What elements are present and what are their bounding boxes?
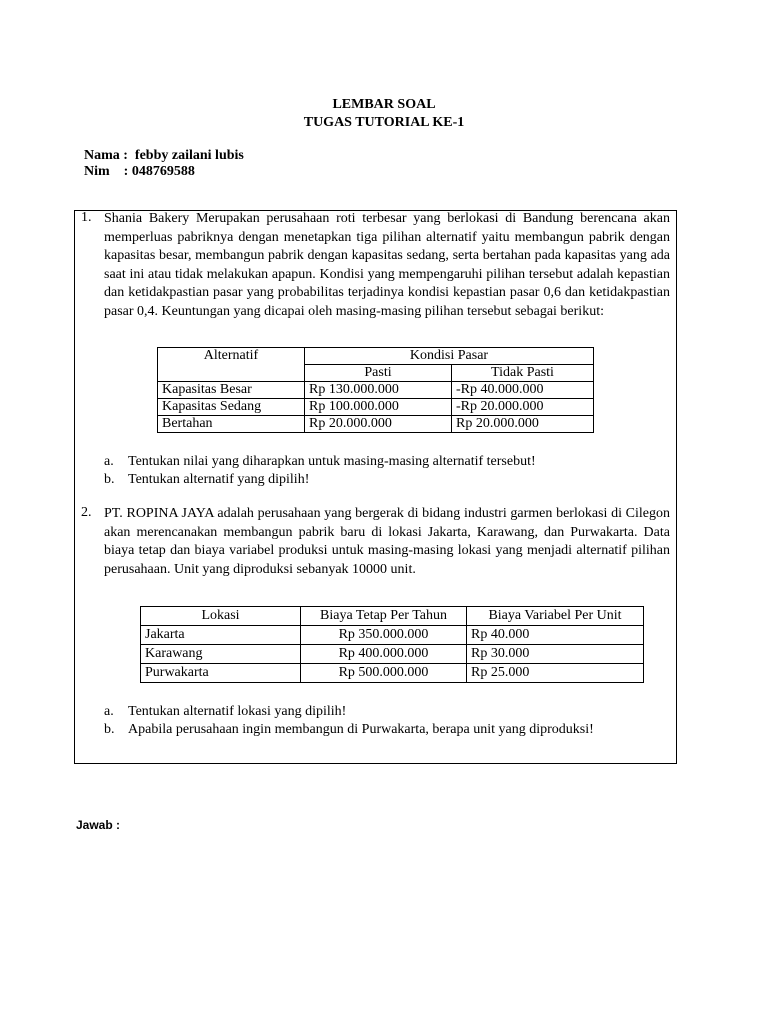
question-1a	[104, 453, 536, 471]
question-1b-label: b.	[104, 472, 115, 487]
question-1a-label: a.	[104, 454, 114, 469]
th-biaya-variabel: Biaya Variabel Per Unit	[467, 607, 644, 626]
cell-lokasi: Jakarta	[141, 626, 301, 645]
question-1-text: Shania Bakery Merupakan perusahaan roti terbesar yang berlokasi di Bandung berencana akan memperluas pabriknya dengan menetapkan tiga pilihan alternatif yaitu membangun pabrik dengan kapasitas besar, membangun pabrik dengan kapasitas sedang, serta bertahan pada kapasitas yang ada saat ini atau tidak melakukan apapun. Kondisi yang mempengaruhi pilihan tersebut adalah kepastian dan ketidakpastian pasar yang probabilitas terjadinya kondisi kepastian pasar 0,6 dan ketidakpastian pasar 0,4. Keuntungan yang dicapai oleh masing-masing pilihan tersebut sebagai berikut:	[104, 211, 670, 319]
student-name: Nama : febby zailani lubis	[84, 148, 244, 163]
th-alternatif: Alternatif	[158, 348, 305, 382]
question-2a-label: a.	[104, 704, 114, 719]
question-2b-label: b.	[104, 722, 115, 737]
table-lokasi	[140, 606, 644, 683]
th-tidak-pasti: Tidak Pasti	[452, 365, 594, 382]
question-1b-text: Tentukan alternatif yang dipilih!	[128, 472, 310, 487]
table-row	[141, 645, 644, 664]
question-1b	[104, 471, 309, 489]
table-row	[158, 399, 594, 416]
question-2b	[104, 721, 594, 739]
cell-biaya-tetap: Rp 350.000.000	[301, 626, 467, 645]
question-2a	[104, 703, 346, 721]
table-row	[141, 664, 644, 683]
cell-biaya-variabel: Rp 30.000	[467, 645, 644, 664]
cell-tidak-pasti: Rp 20.000.000	[452, 416, 594, 433]
student-nim: Nim : 048769588	[84, 164, 195, 179]
cell-biaya-tetap: Rp 400.000.000	[301, 645, 467, 664]
table-row	[158, 382, 594, 399]
answer-label: Jawab :	[76, 818, 121, 832]
cell-tidak-pasti: -Rp 40.000.000	[452, 382, 594, 399]
cell-lokasi: Karawang	[141, 645, 301, 664]
table-row	[158, 416, 594, 433]
th-pasti: Pasti	[305, 365, 452, 382]
th-kondisi-pasar: Kondisi Pasar	[305, 348, 594, 365]
title-line-2: TUGAS TUTORIAL KE-1	[303, 115, 465, 130]
th-lokasi: Lokasi	[141, 607, 301, 626]
cell-tidak-pasti: -Rp 20.000.000	[452, 399, 594, 416]
cell-pasti: Rp 130.000.000	[305, 382, 452, 399]
title-line-1: LEMBAR SOAL	[332, 97, 436, 112]
cell-alternatif: Bertahan	[158, 416, 305, 433]
cell-pasti: Rp 100.000.000	[305, 399, 452, 416]
cell-alternatif: Kapasitas Besar	[158, 382, 305, 399]
question-2-text: PT. ROPINA JAYA adalah perusahaan yang bergerak di bidang industri garmen berlokasi di Cilegon akan merencanakan membangun pabrik baru di lokasi Jakarta, Karawang, dan Purwakarta. Data biaya tetap dan biaya variabel produksi untuk masing-masing lokasi yang menjadi alternatif pilihan perusahaan. Unit yang diproduksi sebanyak 10000 unit.	[104, 506, 670, 577]
cell-lokasi: Purwakarta	[141, 664, 301, 683]
question-2a-text: Tentukan alternatif lokasi yang dipilih!	[128, 704, 347, 719]
cell-biaya-variabel: Rp 40.000	[467, 626, 644, 645]
question-1a-text: Tentukan nilai yang diharapkan untuk masing-masing alternatif tersebut!	[128, 454, 536, 469]
question-2b-text: Apabila perusahaan ingin membangun di Purwakarta, berapa unit yang diproduksi!	[128, 722, 594, 737]
cell-alternatif: Kapasitas Sedang	[158, 399, 305, 416]
th-biaya-tetap: Biaya Tetap Per Tahun	[301, 607, 467, 626]
table-alternatif	[157, 347, 594, 433]
question-2-number: 2.	[81, 505, 92, 520]
cell-pasti: Rp 20.000.000	[305, 416, 452, 433]
question-1-number: 1.	[81, 210, 92, 225]
table-row	[141, 626, 644, 645]
cell-biaya-tetap: Rp 500.000.000	[301, 664, 467, 683]
cell-biaya-variabel: Rp 25.000	[467, 664, 644, 683]
